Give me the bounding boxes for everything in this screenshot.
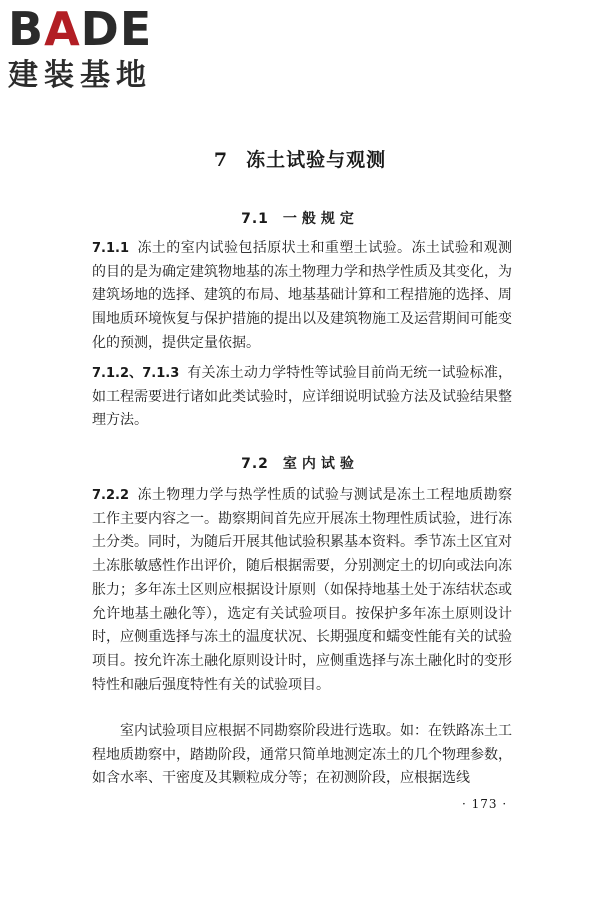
- logo-letter-a: A: [44, 2, 81, 56]
- section-title-7-2: [0, 453, 600, 473]
- clause-7-2-2: [92, 484, 512, 697]
- logo-letters-de: DE: [80, 2, 153, 56]
- section-title-7-1: [0, 208, 600, 228]
- logo: [8, 4, 178, 94]
- clause-7-1-1: [92, 237, 512, 356]
- logo-letter-b: B: [8, 2, 45, 56]
- chapter-title: [0, 145, 600, 172]
- logo-subtitle: 建装基地: [8, 58, 152, 93]
- paragraph-continued: 室内试验项目应根据不同勘察阶段进行选取。如：在铁路冻土工程地质勘察中，踏勘阶段，通常只简单地测定冻土的几个物理参数，如含水率、干密度及其颗粒成分等；在初测阶段，应根据选线: [92, 723, 512, 787]
- chapter-title-text: 冻土试验与观测: [246, 149, 387, 171]
- section-title-text-7-1: 一般规定: [282, 211, 359, 227]
- clause-number-7-1-1: 7.1.1: [92, 241, 130, 256]
- chapter-number: 7: [213, 149, 229, 171]
- clause-text-7-1-2: 有关冻土动力学特性等试验目前尚无统一试验标准，如工程需要进行诸如此类试验时，应详细说明试验方法及试验结果整理方法。: [92, 365, 512, 429]
- clause-number-7-2-2: 7.2.2: [92, 488, 130, 503]
- section-number-7-2: 7.2: [241, 456, 269, 472]
- section-number-7-1: 7.1: [241, 211, 269, 227]
- section-title-text-7-2: 室内试验: [282, 456, 359, 472]
- clause-7-1-2: [92, 362, 512, 433]
- clause-text-7-1-1: 冻土的室内试验包括原状土和重塑土试验。冻土试验和观测的目的是为确定建筑物地基的冻土物理力学和热学性质及其变化，为建筑场地的选择、建筑的布局、地基基础计算和工程措施的选择、周围地质环境恢复与保护措施的提出以及建筑物施工及运营期间可能变化的预测，提供定量依据。: [92, 240, 512, 351]
- clause-text-7-2-2: 冻土物理力学与热学性质的试验与测试是冻土工程地质勘察工作主要内容之一。勘察期间首先应开展冻土物理性质试验，进行冻土分类。同时，为随后开展其他试验积累基本资料。季节冻土区宜对土冻胀敏感性作出评价，随后根据需要，分别测定土的切向或法向冻胀力；多年冻土区则应根据设计原则（如保持地基土处于冻结状态或允许地基土融化等），选定有关试验项目。按保护多年冻土原则设计时，应侧重选择与冻土的温度状况、长期强度和蠕变性能有关的试验项目。按允许冻土融化原则设计时，应侧重选择与冻土融化时的变形特性和融后强度特性有关的试验项目。: [92, 487, 512, 693]
- page-number: · 173 ·: [462, 797, 508, 811]
- logo-wordmark: [8, 4, 178, 54]
- clause-number-7-1-2: 7.1.2、7.1.3: [92, 366, 180, 381]
